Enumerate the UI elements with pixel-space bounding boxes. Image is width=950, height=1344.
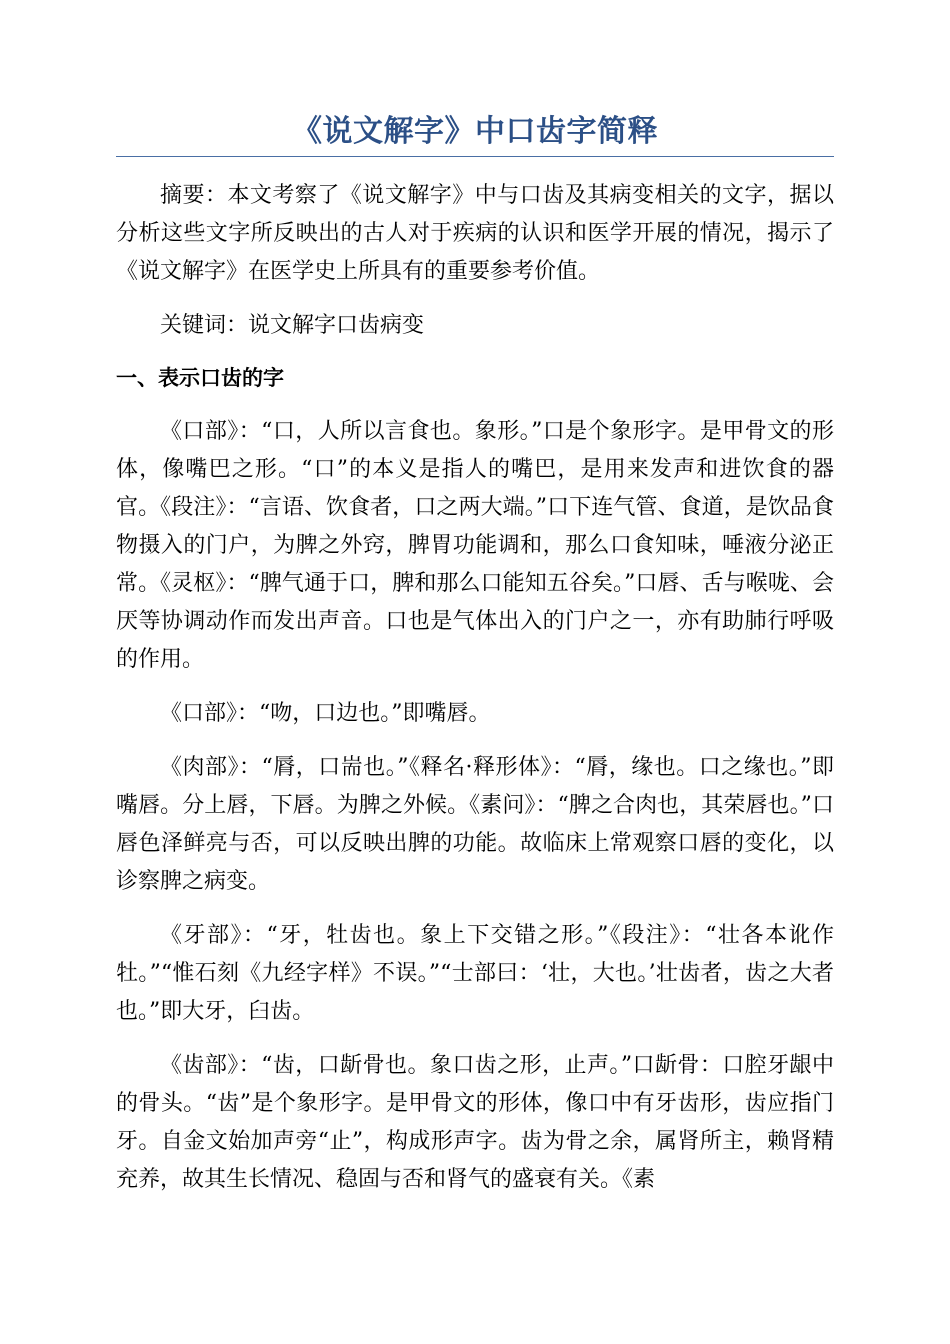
body-paragraph-mouth: 《口部》：“口，人所以言食也。象形。”口是个象形字。是甲骨文的形体，像嘴巴之形。“口”的本义是指人的嘴巴，是用来发声和进饮食的器官。《段注》：“言语、饮食者，口之两大端。”口下连气管、食道，是饮品食物摄入的门户，为脾之外窍，脾胃功能调和，那么口食知味，唾液分泌正常。《灵枢》：“脾气通于口，脾和那么口能知五谷矣。”口唇、舌与喉咙、会厌等协调动作而发出声音。口也是气体出入的门户之一，亦有助肺行呼吸的作用。: [116, 419, 834, 672]
abstract-paragraph: 摘要：本文考察了《说文解字》中与口齿及其病变相关的文字，据以分析这些文字所反映出的古人对于疾病的认识和医学开展的情况，揭示了《说文解字》在医学史上所具有的重要参考价值。: [116, 183, 834, 284]
body-paragraph-lips-edge: 《口部》：“吻，口边也。”即嘴唇。: [160, 701, 491, 726]
body-paragraph-lips: 《肉部》：“脣，口耑也。”《释名·释形体》：“脣，缘也。口之缘也。”即嘴唇。分上唇，下唇。为脾之外候。《素问》：“脾之合肉也，其荣唇也。”口唇色泽鲜亮与否，可以反映出脾的功能。故临床上常观察口唇的变化，以诊察脾之病变。: [116, 755, 834, 894]
document-page: [116, 110, 834, 1199]
body-paragraph-molar: 《牙部》：“牙，牡齿也。象上下交错之形。”《段注》：“壮各本讹作牡。”“惟石刻《九经字样》不误。”“士部曰：‘壮，大也。’壮齿者，齿之大者也。”即大牙，臼齿。: [116, 923, 834, 1024]
document-title: 《说文解字》中口齿字简释: [116, 110, 834, 157]
keywords-line: 关键词：说文解字口齿病变: [160, 313, 425, 338]
section-heading: 一、表示口齿的字: [116, 366, 284, 390]
body-paragraph-teeth: 《齿部》：“齿，口龂骨也。象口齿之形，止声。”口龂骨：口腔牙龈中的骨头。“齿”是个象形字。是甲骨文的形体，像口中有牙齿形，齿应指门牙。自金文始加声旁“止”，构成形声字。齿为骨之余，属肾所主，赖肾精充养，故其生长情况、稳固与否和肾气的盛衰有关。《素: [116, 1053, 834, 1192]
